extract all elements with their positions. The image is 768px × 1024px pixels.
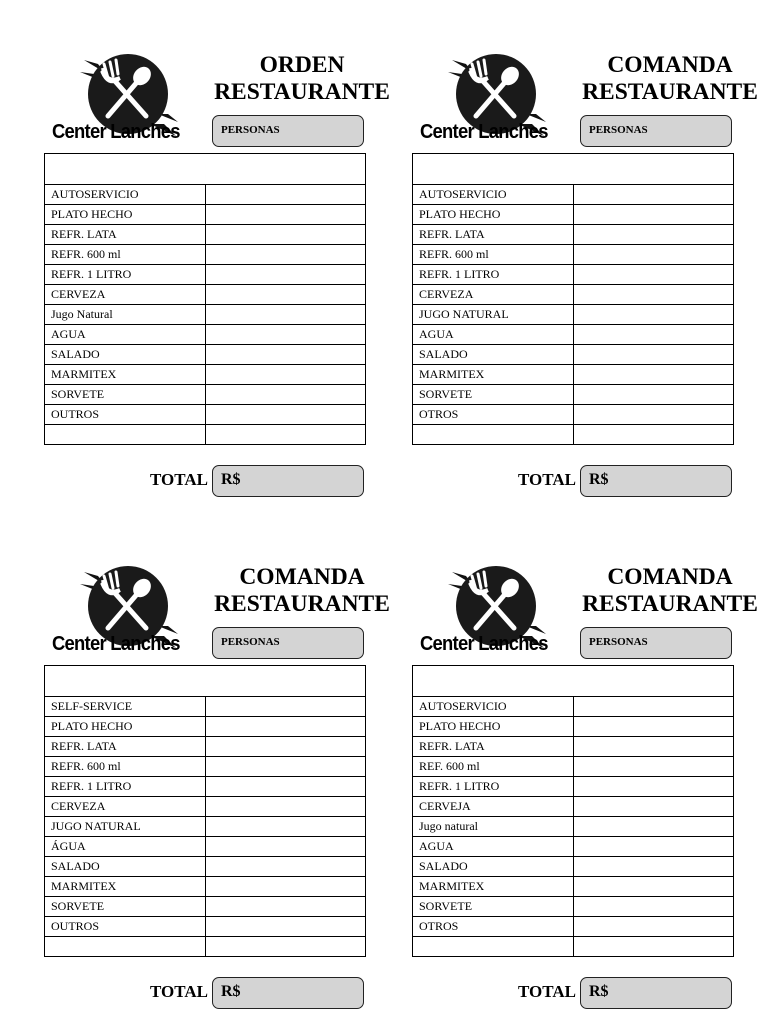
currency-label: R$ <box>221 471 241 488</box>
item-quantity-cell[interactable] <box>573 757 734 777</box>
item-quantity-cell[interactable] <box>573 185 734 205</box>
item-quantity-cell[interactable] <box>205 837 366 857</box>
table-row <box>413 857 734 877</box>
item-quantity-cell[interactable] <box>205 897 366 917</box>
total-label: TOTAL <box>150 982 208 1001</box>
title-line-2: RESTAURANTE <box>214 79 390 105</box>
item-name-cell: MARMITEX <box>45 365 206 385</box>
table-row <box>413 325 734 345</box>
item-name-cell: OTROS <box>413 405 574 425</box>
item-name-cell: Jugo natural <box>413 817 574 837</box>
item-quantity-cell[interactable] <box>205 245 366 265</box>
order-card-3 <box>44 552 394 1022</box>
item-quantity-cell[interactable] <box>573 937 734 957</box>
item-name-cell: SELF-SERVICE <box>45 697 206 717</box>
item-name-cell: REFR. LATA <box>413 737 574 757</box>
item-quantity-cell[interactable] <box>573 857 734 877</box>
item-quantity-cell[interactable] <box>573 365 734 385</box>
item-name-cell: AGUA <box>45 325 206 345</box>
item-quantity-cell[interactable] <box>573 285 734 305</box>
item-quantity-cell[interactable] <box>573 837 734 857</box>
table-row <box>45 817 366 837</box>
item-name-cell: OUTROS <box>45 917 206 937</box>
item-quantity-cell[interactable] <box>205 425 366 445</box>
item-quantity-cell[interactable] <box>573 777 734 797</box>
item-name-cell: AUTOSERVICIO <box>413 697 574 717</box>
table-row <box>45 837 366 857</box>
currency-label: R$ <box>589 983 609 1000</box>
table-row <box>45 777 366 797</box>
item-quantity-cell[interactable] <box>573 797 734 817</box>
item-name-cell: AGUA <box>413 325 574 345</box>
item-name-cell: Jugo Natural <box>45 305 206 325</box>
table-header-row <box>413 666 734 697</box>
item-name-cell: REFR. LATA <box>45 737 206 757</box>
brand-name: Center Lanches <box>52 121 180 143</box>
item-name-cell: JUGO NATURAL <box>413 305 574 325</box>
table-row <box>413 385 734 405</box>
item-quantity-cell[interactable] <box>573 697 734 717</box>
table-row <box>413 757 734 777</box>
table-row <box>45 265 366 285</box>
title-line-2: RESTAURANTE <box>214 591 390 617</box>
item-quantity-cell[interactable] <box>205 285 366 305</box>
item-name-cell: CERVEZA <box>413 285 574 305</box>
item-name-cell: REFR. 1 LITRO <box>45 265 206 285</box>
item-name-cell: PLATO HECHO <box>45 205 206 225</box>
item-quantity-cell[interactable] <box>205 185 366 205</box>
item-quantity-cell[interactable] <box>573 225 734 245</box>
item-name-cell: AGUA <box>413 837 574 857</box>
table-row <box>413 345 734 365</box>
item-quantity-cell[interactable] <box>205 225 366 245</box>
items-table <box>44 665 366 957</box>
card-title <box>572 564 768 618</box>
table-row <box>45 285 366 305</box>
item-quantity-cell[interactable] <box>205 877 366 897</box>
personas-label: PERSONAS <box>589 636 648 648</box>
table-row <box>45 345 366 365</box>
card-title <box>572 52 768 106</box>
item-name-cell: REFR. 600 ml <box>413 245 574 265</box>
item-quantity-cell[interactable] <box>205 777 366 797</box>
item-quantity-cell[interactable] <box>205 365 366 385</box>
item-name-cell <box>413 937 574 957</box>
item-quantity-cell[interactable] <box>573 205 734 225</box>
table-row <box>45 877 366 897</box>
item-name-cell: CERVEJA <box>413 797 574 817</box>
table-row <box>45 917 366 937</box>
item-quantity-cell[interactable] <box>573 897 734 917</box>
item-quantity-cell[interactable] <box>205 817 366 837</box>
item-name-cell: OUTROS <box>45 405 206 425</box>
order-card-2 <box>412 40 762 510</box>
item-name-cell: REFR. 600 ml <box>45 757 206 777</box>
table-row <box>413 285 734 305</box>
item-quantity-cell[interactable] <box>573 345 734 365</box>
item-quantity-cell[interactable] <box>205 385 366 405</box>
table-row <box>413 837 734 857</box>
item-name-cell: REFR. LATA <box>413 225 574 245</box>
brand-name: Center Lanches <box>420 633 548 655</box>
item-name-cell: CERVEZA <box>45 797 206 817</box>
table-header-row <box>45 154 366 185</box>
item-quantity-cell[interactable] <box>205 737 366 757</box>
order-card-4 <box>412 552 762 1022</box>
table-row <box>45 737 366 757</box>
item-quantity-cell[interactable] <box>205 265 366 285</box>
table-row <box>413 405 734 425</box>
item-quantity-cell[interactable] <box>573 405 734 425</box>
table-row <box>413 717 734 737</box>
total-field[interactable] <box>580 465 732 497</box>
title-line-1: COMANDA <box>607 564 733 590</box>
item-name-cell: REFR. 1 LITRO <box>413 265 574 285</box>
item-name-cell: MARMITEX <box>413 365 574 385</box>
item-quantity-cell[interactable] <box>205 917 366 937</box>
item-name-cell: REFR. 1 LITRO <box>413 777 574 797</box>
item-quantity-cell[interactable] <box>573 305 734 325</box>
personas-field[interactable] <box>580 115 732 147</box>
item-name-cell: REFR. LATA <box>45 225 206 245</box>
personas-field[interactable] <box>212 115 364 147</box>
title-line-1: COMANDA <box>239 564 365 590</box>
total-field[interactable] <box>212 465 364 497</box>
item-name-cell <box>45 425 206 445</box>
currency-label: R$ <box>589 471 609 488</box>
table-row <box>45 405 366 425</box>
item-quantity-cell[interactable] <box>573 717 734 737</box>
items-table <box>44 153 366 445</box>
item-quantity-cell[interactable] <box>205 757 366 777</box>
items-table <box>412 153 734 445</box>
table-row <box>413 265 734 285</box>
table-row <box>45 385 366 405</box>
item-name-cell: JUGO NATURAL <box>45 817 206 837</box>
item-name-cell: ÁGUA <box>45 837 206 857</box>
item-name-cell: SORVETE <box>413 385 574 405</box>
item-name-cell: REFR. 600 ml <box>45 245 206 265</box>
table-row <box>413 937 734 957</box>
item-quantity-cell[interactable] <box>573 325 734 345</box>
item-name-cell: MARMITEX <box>413 877 574 897</box>
item-quantity-cell[interactable] <box>573 817 734 837</box>
blank-header-cell[interactable] <box>413 666 734 697</box>
item-name-cell <box>45 937 206 957</box>
table-row <box>413 185 734 205</box>
item-quantity-cell[interactable] <box>573 425 734 445</box>
item-quantity-cell[interactable] <box>573 385 734 405</box>
blank-header-cell[interactable] <box>45 666 366 697</box>
item-quantity-cell[interactable] <box>573 917 734 937</box>
item-quantity-cell[interactable] <box>205 937 366 957</box>
table-header-row <box>413 154 734 185</box>
table-row <box>45 897 366 917</box>
item-name-cell: SORVETE <box>45 385 206 405</box>
item-name-cell <box>413 425 574 445</box>
item-name-cell: AUTOSERVICIO <box>45 185 206 205</box>
table-row <box>413 917 734 937</box>
title-line-1: COMANDA <box>607 52 733 78</box>
table-row <box>45 697 366 717</box>
table-row <box>45 365 366 385</box>
currency-label: R$ <box>221 983 241 1000</box>
table-row <box>413 245 734 265</box>
card-title <box>204 52 400 106</box>
table-row <box>45 857 366 877</box>
item-quantity-cell[interactable] <box>205 345 366 365</box>
item-name-cell: MARMITEX <box>45 877 206 897</box>
total-label: TOTAL <box>518 470 576 489</box>
table-row <box>413 877 734 897</box>
personas-field[interactable] <box>212 627 364 659</box>
item-quantity-cell[interactable] <box>573 737 734 757</box>
table-row <box>413 797 734 817</box>
brand-name: Center Lanches <box>52 633 180 655</box>
title-line-1: ORDEN <box>259 52 345 78</box>
item-quantity-cell[interactable] <box>573 245 734 265</box>
table-row <box>413 897 734 917</box>
item-name-cell: PLATO HECHO <box>413 717 574 737</box>
item-quantity-cell[interactable] <box>205 797 366 817</box>
title-line-2: RESTAURANTE <box>582 591 758 617</box>
item-name-cell: SALADO <box>413 345 574 365</box>
table-row <box>45 797 366 817</box>
item-name-cell: AUTOSERVICIO <box>413 185 574 205</box>
personas-label: PERSONAS <box>221 636 280 648</box>
table-row <box>45 325 366 345</box>
item-name-cell: SORVETE <box>413 897 574 917</box>
table-row <box>413 817 734 837</box>
blank-header-cell[interactable] <box>413 154 734 185</box>
table-row <box>45 245 366 265</box>
total-field[interactable] <box>580 977 732 1009</box>
card-title <box>204 564 400 618</box>
table-row <box>413 365 734 385</box>
table-row <box>413 777 734 797</box>
total-label: TOTAL <box>518 982 576 1001</box>
personas-label: PERSONAS <box>221 124 280 136</box>
item-name-cell: SALADO <box>413 857 574 877</box>
total-label: TOTAL <box>150 470 208 489</box>
item-name-cell: SALADO <box>45 345 206 365</box>
item-name-cell: SORVETE <box>45 897 206 917</box>
total-field[interactable] <box>212 977 364 1009</box>
table-row <box>45 937 366 957</box>
order-card-1 <box>44 40 394 510</box>
item-name-cell: SALADO <box>45 857 206 877</box>
table-row <box>413 205 734 225</box>
item-name-cell: REF. 600 ml <box>413 757 574 777</box>
personas-label: PERSONAS <box>589 124 648 136</box>
item-quantity-cell[interactable] <box>205 325 366 345</box>
item-name-cell: PLATO HECHO <box>413 205 574 225</box>
item-name-cell: CERVEZA <box>45 285 206 305</box>
table-row <box>45 225 366 245</box>
table-row <box>413 225 734 245</box>
table-header-row <box>45 666 366 697</box>
personas-field[interactable] <box>580 627 732 659</box>
blank-header-cell[interactable] <box>45 154 366 185</box>
item-name-cell: PLATO HECHO <box>45 717 206 737</box>
item-quantity-cell[interactable] <box>205 305 366 325</box>
table-row <box>45 185 366 205</box>
item-quantity-cell[interactable] <box>205 717 366 737</box>
table-row <box>413 697 734 717</box>
title-line-2: RESTAURANTE <box>582 79 758 105</box>
table-row <box>413 305 734 325</box>
item-name-cell: REFR. 1 LITRO <box>45 777 206 797</box>
table-row <box>45 205 366 225</box>
item-name-cell: OTROS <box>413 917 574 937</box>
item-quantity-cell[interactable] <box>205 405 366 425</box>
table-row <box>413 737 734 757</box>
table-row <box>45 717 366 737</box>
table-row <box>45 425 366 445</box>
table-row <box>413 425 734 445</box>
item-quantity-cell[interactable] <box>205 857 366 877</box>
table-row <box>45 757 366 777</box>
items-table <box>412 665 734 957</box>
item-quantity-cell[interactable] <box>573 877 734 897</box>
item-quantity-cell[interactable] <box>205 697 366 717</box>
table-row <box>45 305 366 325</box>
item-quantity-cell[interactable] <box>205 205 366 225</box>
brand-name: Center Lanches <box>420 121 548 143</box>
item-quantity-cell[interactable] <box>573 265 734 285</box>
